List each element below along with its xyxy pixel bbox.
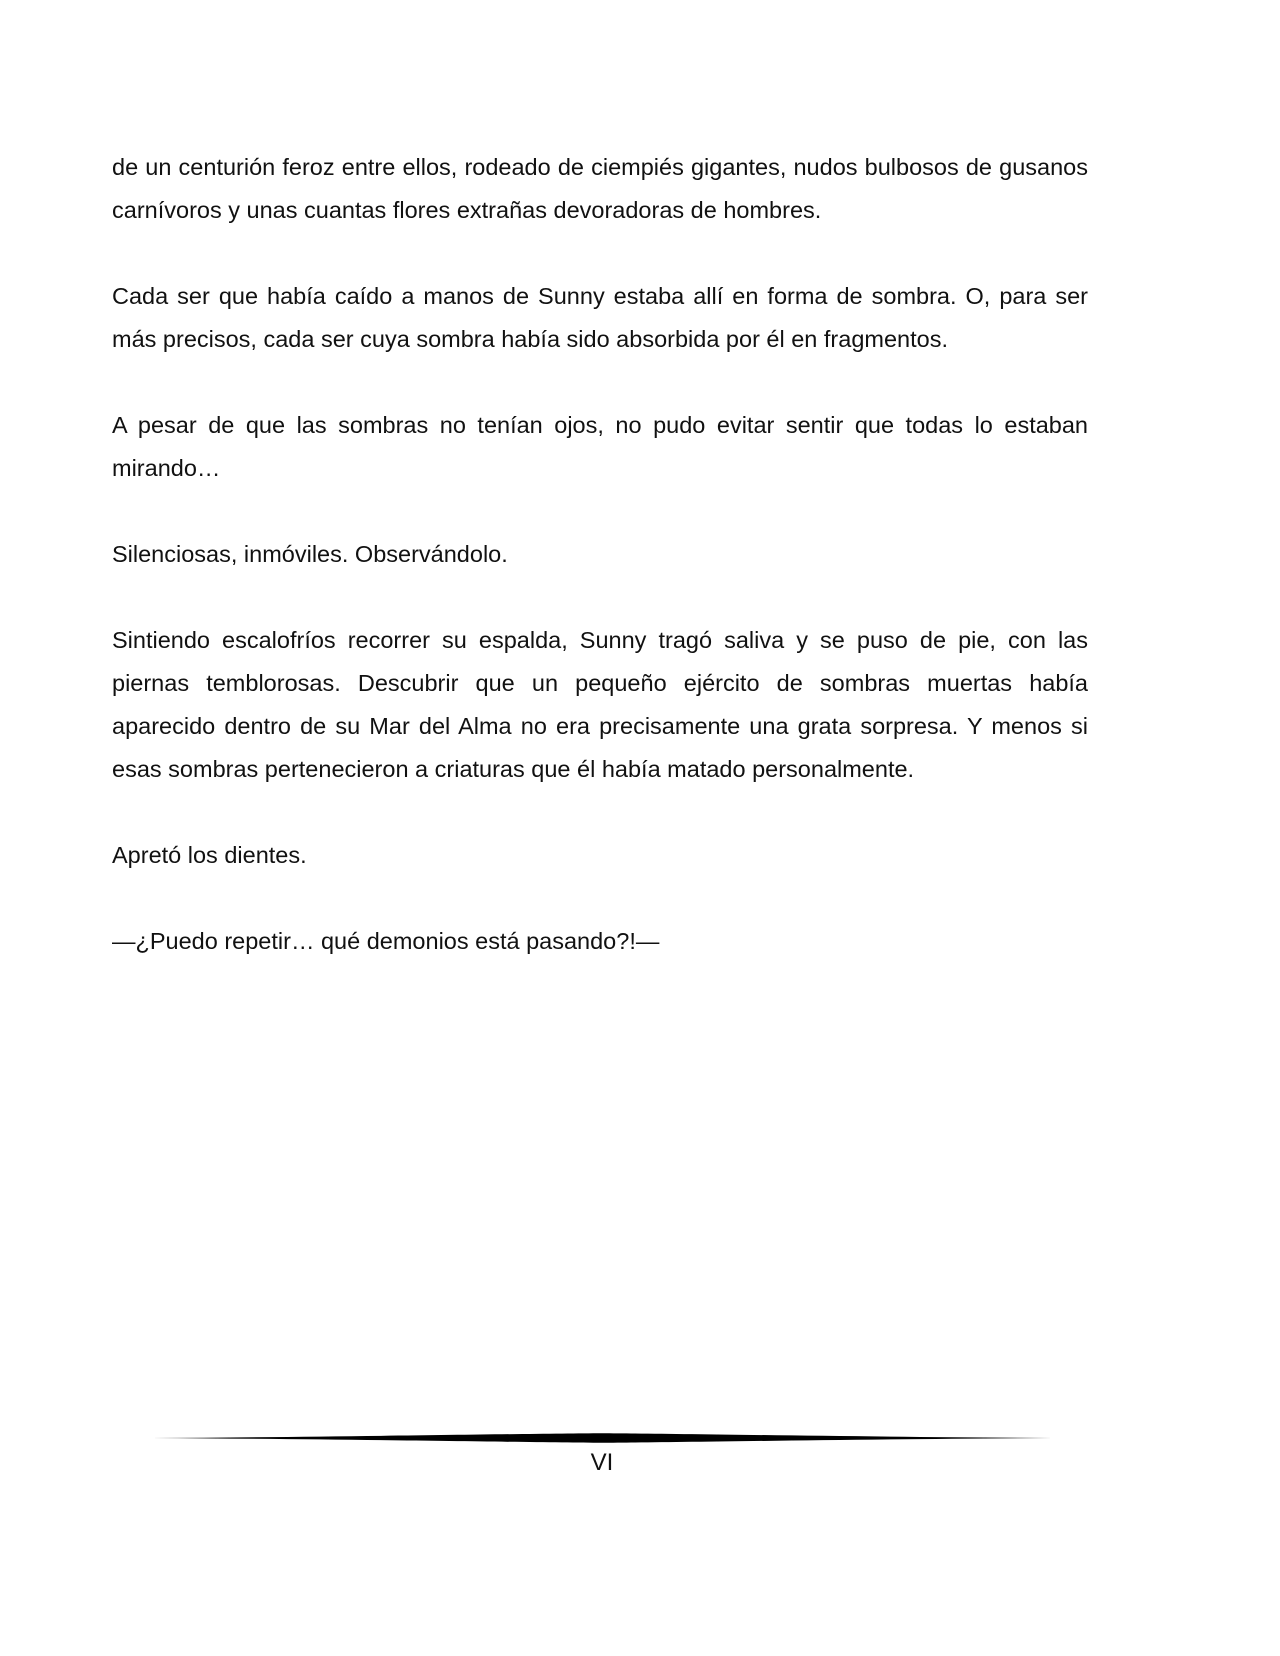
- paragraph-5: Sintiendo escalofríos recorrer su espalda, Sunny tragó saliva y se puso de pie, con las piernas temblorosas. Descubrir que un pequeño ejército de sombras muertas había aparecido dentro de su Mar del Alma no era precisamente una grata sorpresa. Y menos si esas sombras pertenecieron a criaturas que él había matado personalmente.: [112, 627, 1088, 782]
- paragraph-6: Apretó los dientes.: [112, 842, 307, 868]
- chapter-body-text: [112, 146, 1088, 1006]
- paragraph-7: —¿Puedo repetir… qué demonios está pasando?!—: [112, 928, 660, 954]
- paragraph-2: Cada ser que había caído a manos de Sunny estaba allí en forma de sombra. O, para ser más precisos, cada ser cuya sombra había sido absorbida por él en fragmentos.: [112, 283, 1088, 352]
- footer-divider-shape: [152, 1433, 1052, 1443]
- paragraph-1: de un centurión feroz entre ellos, rodeado de ciempiés gigantes, nudos bulbosos de gusanos carnívoros y unas cuantas flores extrañas devoradoras de hombres.: [112, 154, 1088, 223]
- footer-divider-rule: [152, 1432, 1052, 1444]
- page-number: VI: [590, 1449, 614, 1476]
- paragraph-4: Silenciosas, inmóviles. Observándolo.: [112, 541, 508, 567]
- paragraph-3: A pesar de que las sombras no tenían ojos, no pudo evitar sentir que todas lo estaban mirando…: [112, 412, 1088, 481]
